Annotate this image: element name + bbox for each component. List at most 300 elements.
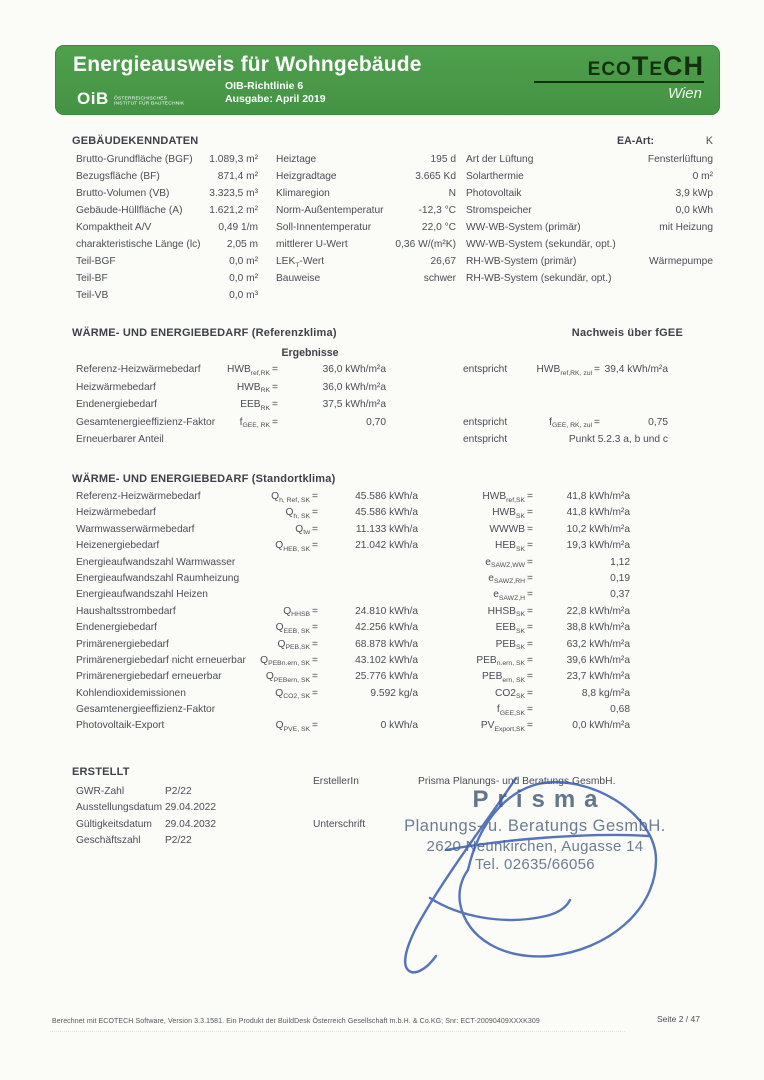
page-number: Seite 2 / 47 [656,1014,700,1024]
field-value [278,431,386,449]
field-label: Ausstellungsdatum [76,802,163,814]
oib-caption-line2: INSTITUT FÜR BAUTECHNIK [113,101,185,106]
header-banner [55,45,720,115]
section-title-erstellt: ERSTELLT [72,766,130,778]
field-value: 0,0 m² [229,256,258,267]
symbol-subscript: SK [515,693,526,701]
field-value: 45.586 kWh/a [355,507,418,519]
field-value: 41,8 kWh/m²a [566,491,630,502]
ersteller-label: ErstellerIn [313,776,359,787]
field-pair [72,270,258,287]
field-label: Heizenergiebedarf [76,540,160,552]
label-text: mittlerer U-Wert [276,239,348,250]
stamp-name: Prisma [472,786,607,813]
field-value: 22,0 °C [421,222,456,233]
field-value: 29.04.2022 [165,802,216,814]
field-label [466,270,612,287]
symbol-base: HWB [536,364,561,375]
stamp-line: Planungs- u. Beratungs GesmbH. [404,817,666,835]
field-value: N [448,188,456,199]
field-value [318,555,418,571]
field-value: 10,2 kWh/m²a [566,523,630,535]
entspricht-label: entspricht [463,434,508,445]
field-value: -12,3 °C [418,205,456,216]
symbol-base: Q [275,622,284,634]
label-text: Soll-Innentemperatur [276,222,372,233]
field-value: 42.256 kWh/a [355,622,418,634]
label-text: WW-WB-System (sekundär, opt.) [466,239,616,250]
field-label [76,287,108,304]
field-label [466,168,524,185]
label-text: Norm-Außentemperatur [276,205,384,216]
signature [388,768,688,1003]
field-label: Energieaufwandszahl Warmwasser [76,556,236,568]
field-value: 1.621,2 m² [209,205,258,216]
standortklima-table [72,489,713,735]
formula-symbol [257,587,318,603]
field-pair [276,287,456,304]
symbol-subscript: RK [260,404,271,412]
oib-logo-caption [114,96,184,106]
table-row [76,833,216,849]
field-label [466,236,616,253]
field-label [276,168,337,185]
field-label: Kohlendioxidemissionen [76,687,186,699]
field-pair [466,185,713,202]
stamp-line: 2620 Neunkirchen, Augasse 14 [426,838,644,855]
field-pair [72,185,258,202]
symbol-subscript: SK [515,627,526,635]
symbol-base: f [496,704,500,716]
symbol-subscript: SK [515,611,526,619]
symbol-base: Q [275,720,284,732]
symbol-base: EEB [240,399,261,410]
symbol-base: Q [271,491,280,502]
formula-symbol [543,414,600,432]
formula-symbol [418,538,533,554]
field-value: P2/22 [165,834,192,846]
referenzklima-table [72,361,713,449]
formula-symbol [234,414,278,432]
field-value: 0,75 [648,416,668,428]
table-row [72,361,713,379]
scan-artifact-line [50,1031,625,1032]
field-value: 36,0 kWh/m²a [322,381,386,393]
field-pair [72,202,258,219]
ecotech-city: Wien [667,85,702,102]
section-title-referenzklima: WÄRME- UND ENERGIEBEDARF (Referenzklima) [72,327,337,339]
field-value [600,379,668,397]
field-value: 38,8 kWh/m²a [566,622,630,634]
field-value: mit Heizung [659,222,713,233]
field-value: 23,7 kWh/m²a [566,671,630,683]
field-value: 0,19 [610,572,630,584]
equals-sign: = [312,687,318,699]
symbol-base: Q [265,671,274,683]
equals-sign: = [312,523,318,535]
symbol-base: e [485,556,491,568]
field-value: 25.776 kWh/a [355,671,418,683]
footer-note: Berechnet mit ECOTECH Software, Version 3.3.1581. Ein Produkt der BuildDesk Österreich Gesellschaft m.b.H. & Co.KG; Snr: ECT-20090409XXXK309 [52,1018,540,1025]
field-label [76,253,116,270]
label-text: Brutto-Grundfläche (BGF) [76,154,193,165]
label-subscript: T [295,261,300,269]
table-row [72,379,713,397]
field-label [76,236,201,253]
symbol-subscript: SK [515,512,526,520]
field-value: Wärmepumpe [649,256,713,267]
formula-symbol [257,718,318,734]
field-label [466,253,576,270]
field-pair [72,219,258,236]
label-text: Art der Lüftung [466,154,534,165]
symbol-base: f [549,416,552,428]
field-value: 43.102 kWh/a [355,654,418,666]
field-value: 0 kWh/a [380,720,418,732]
equals-sign: = [527,704,533,716]
erstellt-table [76,784,216,849]
ecotech-wordmark: ecoTeCH [534,52,704,83]
symbol-base: Q [275,540,284,552]
field-value: 0,36 W/(m²K) [395,239,456,250]
label-text: Brutto-Volumen (VB) [76,188,170,199]
entspricht-label [463,379,543,397]
field-label [276,253,324,270]
section-title-standortklima: WÄRME- UND ENERGIEBEDARF (Standortklima) [72,473,336,485]
symbol-base: Q [283,605,292,617]
company-name: Prisma Planungs- und Beratungs GesmbH. [418,776,616,787]
equals-sign: = [272,381,278,393]
symbol-base: PEB [476,654,497,666]
field-value: 9.592 kg/a [370,687,418,699]
ea-art-label: EA-Art: [617,135,655,147]
field-value: 1.089,3 m² [209,154,258,165]
equals-sign: = [527,638,533,650]
field-pair [466,202,713,219]
equals-sign: = [312,491,318,502]
field-label: Primärenergiebedarf erneuerbar [76,671,222,683]
field-value: 871,4 m² [217,171,258,182]
table-row [76,784,216,800]
field-label [76,185,169,202]
symbol-base: PV [480,720,495,732]
equals-sign: = [527,507,533,519]
field-value: 19,3 kWh/m²a [566,540,630,552]
field-value: Punkt 5.2.3 a, b und c [568,434,668,445]
label-text: Bezugsfläche (BF) [76,171,160,182]
equals-sign: = [312,638,318,650]
field-value: 39,6 kWh/m²a [566,654,630,666]
field-value: Fensterlüftung [647,154,713,165]
equals-sign: = [594,364,600,375]
field-pair [276,202,456,219]
field-label [276,185,330,202]
table-row [72,653,713,669]
table-row [72,168,713,185]
stamp-line: Tel. 02635/66056 [475,856,595,873]
field-value: 45.586 kWh/a [355,491,418,502]
field-value [318,587,418,603]
field-label [466,151,533,168]
field-value: schwer [423,273,456,284]
equals-sign: = [272,399,278,410]
table-row [72,202,713,219]
ea-art-value: K [705,135,713,147]
label-text: Teil-VB [76,290,109,301]
symbol-base: Q [260,654,269,666]
symbol-base: e [493,589,499,601]
equals-sign: = [527,491,533,502]
field-value: 0,0 m³ [229,290,258,301]
equals-sign: = [312,605,318,617]
table-row [72,686,713,702]
field-value: 0 m² [692,171,713,182]
equals-sign: = [272,364,278,375]
field-label: Energieaufwandszahl Heizen [76,589,208,601]
field-value [600,396,668,414]
symbol-subscript: GEE, RK, zul [552,422,593,429]
equals-sign: = [594,416,600,428]
table-row [72,522,713,538]
label-suffix: -Wert [299,256,325,267]
ausgabe-line: Ausgabe: April 2019 [225,93,326,105]
equals-sign: = [527,605,533,617]
field-pair [276,151,456,168]
field-pair [466,236,713,253]
oib-caption-line1: ÖSTERREICHISCHES [113,96,167,102]
field-label [466,219,581,236]
field-pair [466,270,713,287]
symbol-subscript: SAWZ,H [498,594,526,602]
label-text: Teil-BF [76,273,108,284]
field-value: 3.665 Kd [415,171,456,182]
symbol-subscript: ref,SK [506,496,526,504]
richtlinie-line: OIB-Richtlinie 6 [225,80,304,92]
formula-symbol [257,604,318,620]
symbol-base: HWB [236,381,261,393]
equals-sign: = [312,540,318,552]
field-pair [72,236,258,253]
table-row [72,555,713,571]
field-label [276,219,371,236]
document-title: Energieausweis für Wohngebäude [73,53,422,76]
equals-sign: = [312,671,318,683]
symbol-base: Q [295,523,304,535]
field-pair [276,270,456,287]
equals-sign: = [312,622,318,634]
field-label: Gültigkeitsdatum [76,818,152,830]
field-pair [466,287,713,304]
symbol-base: HEB [495,540,516,552]
table-row [72,396,713,414]
equals-sign: = [527,556,533,568]
field-label [76,168,160,185]
symbol-subscript: n.ern, SK [496,660,526,668]
label-text: Stromspeicher [466,205,532,216]
label-text: Solarthermie [466,171,524,182]
field-value: 195 d [430,154,456,165]
symbol-base: EEB [495,622,516,634]
field-value: 0,70 [366,416,386,428]
symbol-subscript: SK [515,644,526,652]
unterschrift-label: Unterschrift [313,819,366,830]
field-pair [466,168,713,185]
table-row [72,236,713,253]
table-row [72,620,713,636]
label-text: RH-WB-System (sekundär, opt.) [466,273,612,284]
symbol-base: PEB [495,638,516,650]
equals-sign: = [527,589,533,601]
symbol-subscript: GEE, RK [242,422,271,429]
field-label: Energieaufwandszahl Raumheizung [76,572,240,584]
field-value: 36,0 kWh/m²a [322,364,386,375]
equals-sign: = [527,671,533,683]
field-label: Gesamtenergieeffizienz-Faktor [76,704,216,716]
field-pair [466,253,713,270]
field-label: Photovoltaik-Export [76,720,165,732]
field-value: 0,0 m² [229,273,258,284]
field-label [276,236,348,253]
field-label [76,219,151,236]
symbol-base: Q [285,507,294,519]
table-row [72,702,713,718]
symbol-subscript: CO2, SK [283,693,311,701]
field-label [466,202,532,219]
table-row [72,151,713,168]
entspricht-label [463,396,543,414]
label-text: Teil-BGF [76,256,116,267]
field-value: 22,8 kWh/m²a [566,605,630,617]
field-value: 0,49 1/m [218,222,258,233]
field-value: 26,67 [430,256,456,267]
symbol-subscript: PEBern, SK [273,676,311,684]
symbol-subscript: HHSB [291,611,311,619]
formula-symbol [257,489,318,505]
label-text: Klimaregion [276,188,330,199]
field-value: 1,12 [610,556,630,568]
field-value: 0,0 kWh [675,205,713,216]
equals-sign: = [527,523,533,535]
label-text: Bauweise [276,273,321,284]
formula-symbol [257,571,318,587]
symbol-subscript: PEBn.ern, SK [268,660,311,668]
table-row [72,253,713,270]
field-value: 63,2 kWh/m²a [566,638,630,650]
field-value: 29.04.2032 [165,818,216,830]
field-label: Endenergiebedarf [76,622,157,634]
formula-symbol [227,361,278,379]
symbol-base: PEB [481,671,503,683]
field-value: 21.042 kWh/a [355,540,418,552]
label-text: Heiztage [276,154,317,165]
symbol-subscript: SK [515,545,526,553]
field-value: 0,0 kWh/m²a [572,720,630,732]
field-label: GWR-Zahl [76,786,125,797]
nachweis-title: Nachweis über fGEE [571,327,683,339]
field-label [76,202,182,219]
field-value: P2/22 [165,786,192,797]
symbol-base: WWWB [489,523,526,535]
field-value: 39,4 kWh/m²a [604,364,668,375]
label-text: RH-WB-System (primär) [466,256,577,267]
field-pair [72,253,258,270]
field-label [276,151,316,168]
symbol-subscript: ref,RK [250,369,271,377]
symbol-subscript: SAWZ,RH [493,578,526,586]
symbol-base: e [488,572,494,584]
symbol-base: CO2 [495,687,516,699]
field-value: 3.323,5 m³ [209,188,258,199]
label-text: Gebäude-Hüllfläche (A) [76,205,183,216]
symbol-subscript: h, Ref, SK [279,496,311,504]
symbol-subscript: PVE, SK [283,725,311,733]
field-label: Haushaltsstrombedarf [76,605,176,617]
equals-sign: = [527,654,533,666]
field-label: Referenz-Heizwärmebedarf [76,491,201,502]
symbol-subscript: HEB, SK [283,545,311,553]
table-row [72,489,713,505]
formula-symbol [418,489,533,505]
field-label: Heizwärmebedarf [76,507,156,519]
field-label: Referenz-Heizwärmebedarf [76,364,201,375]
field-label: Geschäftszahl [76,834,141,846]
entspricht-label: entspricht [463,364,508,375]
symbol-subscript: EEB, SK [283,627,311,635]
equals-sign: = [527,687,533,699]
field-value: 24.810 kWh/a [355,605,418,617]
label-text: charakteristische Länge (lc) [76,239,201,250]
table-row [72,587,713,603]
field-value: 11.133 kWh/a [355,523,418,535]
oib-logo [77,89,200,108]
symbol-base: HHSB [487,605,516,617]
symbol-subscript: ref,RK, zul [560,369,593,377]
column-header-ergebnisse: Ergebnisse [281,347,339,359]
symbol-subscript: RK [260,387,271,394]
label-text: Photovoltaik [466,188,522,199]
table-row [72,505,713,521]
entspricht-label: entspricht [463,416,508,428]
table-row [72,287,713,304]
field-pair [276,219,456,236]
field-value: 8,8 kg/m²a [581,687,630,699]
oib-richtlinie [225,80,326,106]
field-pair [466,219,713,236]
table-row [72,637,713,653]
symbol-base: Q [277,638,286,650]
field-label: Gesamtenergieeffizienz-Faktor [76,416,216,428]
equals-sign: = [312,507,318,519]
field-label [76,270,108,287]
table-row [72,604,713,620]
ecotech-logo [534,52,704,102]
field-pair [276,253,456,270]
formula-symbol [234,396,278,414]
label-text: LEK [276,256,296,267]
field-value: 37,5 kWh/m²a [322,399,386,410]
symbol-base: Q [275,687,284,699]
symbol-subscript: ern, SK [502,676,526,684]
field-label: Heizwärmebedarf [76,381,156,393]
equals-sign: = [272,416,278,428]
symbol-subscript: h, SK [293,512,311,520]
field-value: 68.878 kWh/a [355,638,418,650]
field-label: Primärenergiebedarf nicht erneuerbar [76,654,246,666]
field-label [76,151,193,168]
symbol-subscript: Export,SK [494,725,526,733]
field-value [318,571,418,587]
table-row [76,817,216,833]
